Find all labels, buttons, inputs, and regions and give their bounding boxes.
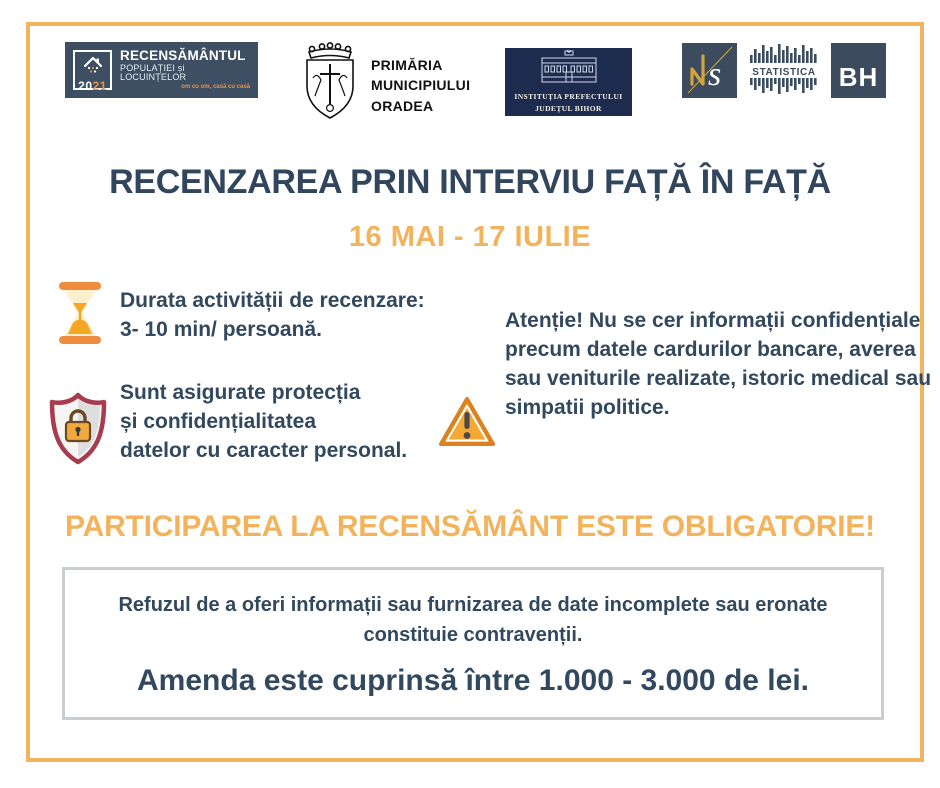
equalizer-bars-bottom-icon (749, 78, 819, 99)
logo-statistica (745, 40, 823, 101)
oradea-label-line3: ORADEA (371, 97, 434, 114)
penalty-text: Refuzul de a oferi informații sau furnizarea de date incomplete sau eronate constituie contravenții. (118, 593, 828, 646)
svg-text:s: s (708, 56, 722, 93)
oradea-label-line1: PRIMĂRIA (371, 57, 443, 74)
duration-line1: Durata activității de recenzare: (120, 289, 425, 312)
census-logo-title: RECENSĂMÂNTUL (120, 48, 246, 64)
census-logo-subtitle: POPULAȚIEI și LOCUINȚELOR (120, 62, 187, 82)
logo-ins (682, 43, 737, 98)
obligation-banner: PARTICIPAREA LA RECENSĂMÂNT ESTE OBLIGATORIE! (65, 510, 875, 543)
census-logo-tagline: om cu om, casă cu casă (181, 84, 250, 91)
attention-info: Atenție! Nu se cer informații confidențiale precum datele cardurilor bancare, averea sau veniturile realizate, istoric medical sau simpatii politice. (505, 309, 932, 419)
statistica-label: STATISTICA (752, 66, 816, 78)
logo-prefect-bihor (505, 48, 632, 116)
hourglass-icon (55, 281, 105, 350)
census-year: 2021 (78, 79, 107, 93)
date-range: 16 MAI - 17 IULIE (348, 221, 592, 253)
penalty-box (62, 567, 884, 720)
privacy-line2: și confidențialitatea (120, 409, 317, 433)
oradea-coat-of-arms-icon (299, 42, 361, 129)
ins-monogram-icon (682, 43, 737, 98)
warning-triangle-icon (437, 395, 497, 455)
poster-title: RECENZAREA PRIN INTERVIU FAȚĂ ÎN FAȚĂ (109, 163, 831, 201)
equalizer-bars-top-icon (749, 43, 819, 68)
census-2021-badge (73, 50, 112, 93)
logo-primaria-oradea (299, 42, 470, 129)
shield-lock-icon (46, 391, 110, 472)
prefecture-building-icon (537, 50, 601, 89)
privacy-line1: Sunt asigurate protecția (120, 381, 361, 404)
house-icon (82, 55, 104, 80)
penalty-fine-amount: Amenda este cuprinsă între 1.000 - 3.000 de lei. (137, 663, 809, 697)
bh-label: BH (838, 62, 879, 92)
logo-census-2021 (65, 42, 258, 98)
privacy-line3: datelor cu caracter personal. (120, 438, 408, 462)
logo-bihor-county (831, 43, 886, 98)
oradea-label-line2: MUNICIPIULUI (371, 77, 471, 94)
duration-line2: 3- 10 min/ persoană. (120, 317, 322, 341)
prefect-label-line1: INSTITUȚIA PREFECTULUI (514, 92, 623, 102)
duration-info (120, 287, 540, 345)
prefect-label-line2: JUDEȚUL BIHOR (535, 103, 602, 113)
